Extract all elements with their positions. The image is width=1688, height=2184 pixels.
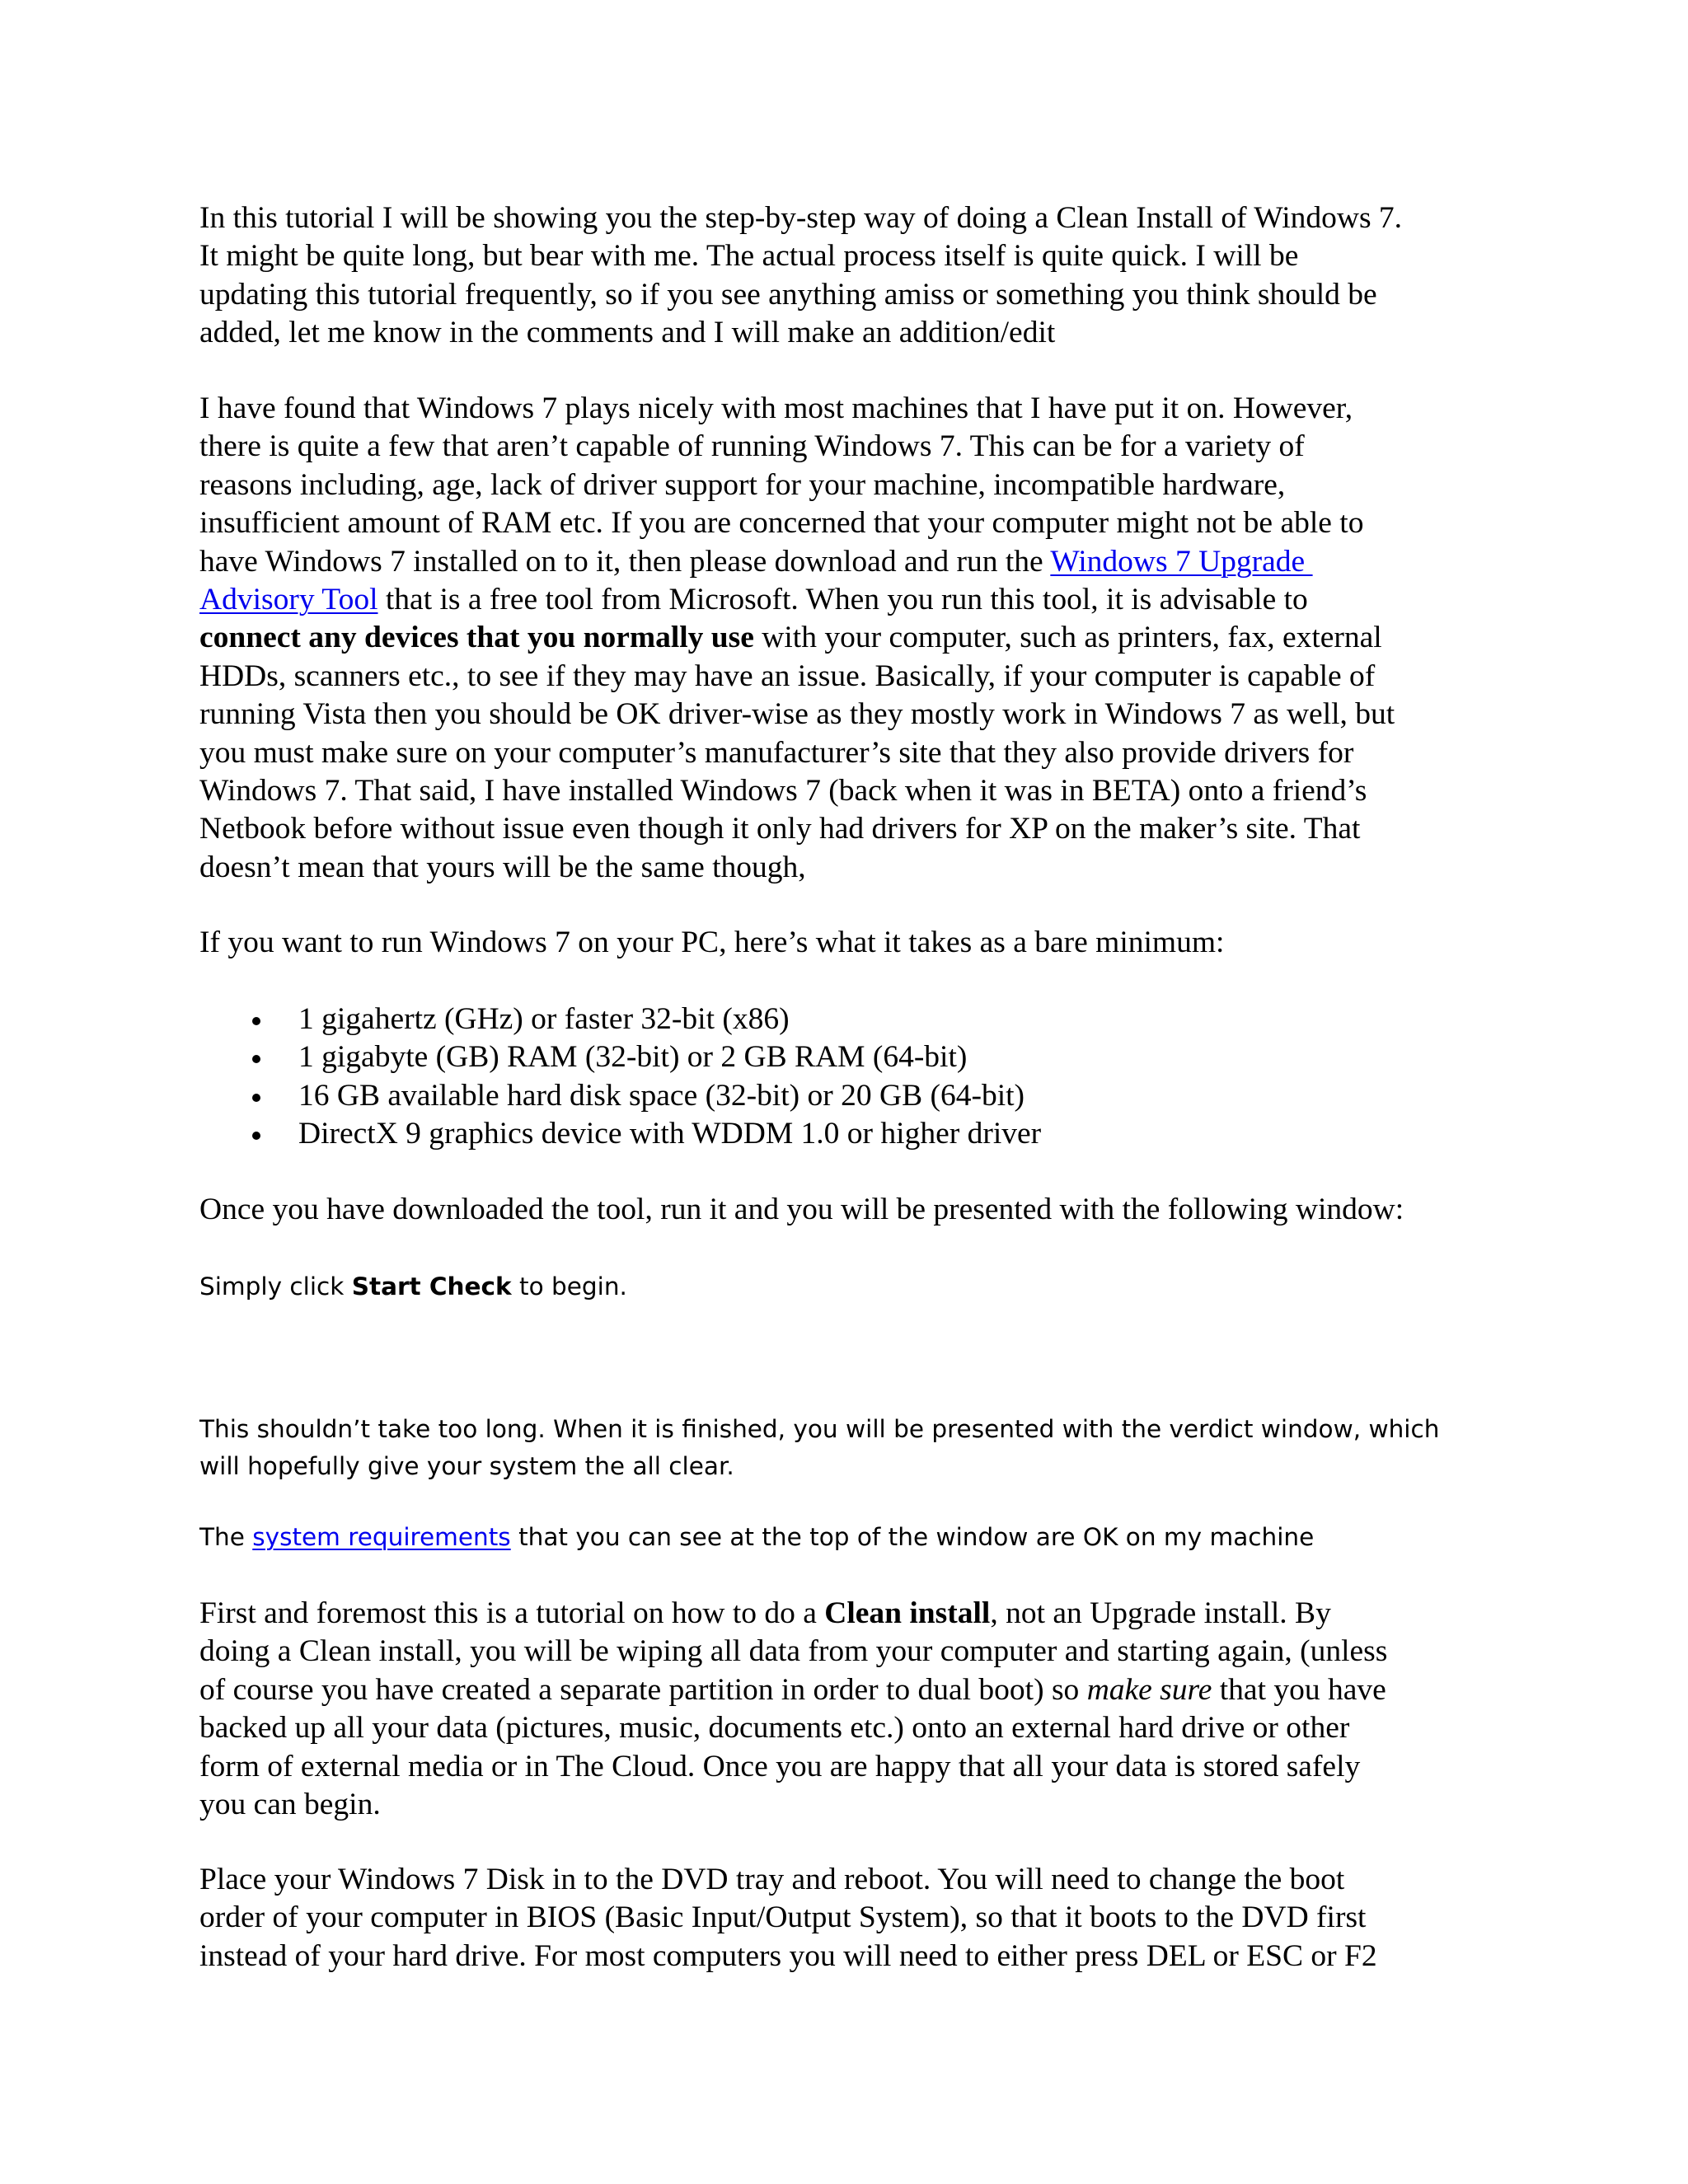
list-item — [199, 1001, 1518, 1038]
verdict-paragraph — [199, 1411, 1518, 1485]
text-line: It might be quite long, but bear with me. The actual process itself is quite quick. I will be — [199, 239, 1299, 274]
text-segment: with your computer, such as printers, fax, external — [753, 621, 1382, 655]
text-segment: The — [199, 1523, 253, 1551]
text-line — [199, 619, 1518, 657]
text-line: added, let me know in the comments and I will make an addition/edit — [199, 316, 1056, 350]
text-line: Place your Windows 7 Disk in to the DVD tray and reboot. You will need to change the boot — [199, 1863, 1345, 1896]
list-item-text: DirectX 9 graphics device with WDDM 1.0 or higher driver — [298, 1117, 1042, 1151]
requirements-list — [199, 1001, 1518, 1154]
bold-text: connect any devices that you normally use — [199, 621, 754, 655]
text-line: Windows 7. That said, I have installed Windows 7 (back when it was in BETA) onto a friend’s — [199, 774, 1367, 808]
italic-text: make sure — [1086, 1672, 1212, 1707]
text-line — [199, 1268, 1518, 1305]
boot-order-paragraph — [199, 1861, 1518, 1975]
text-segment: have Windows 7 installed on to it, then please download and run the — [199, 544, 1051, 579]
text-line: doing a Clean install, you will be wiping all data from your computer and starting again, (unless — [199, 1634, 1388, 1669]
text-segment: that you have — [1212, 1672, 1386, 1707]
list-item-text: 16 GB available hard disk space (32-bit) or 20 GB (64-bit) — [298, 1078, 1025, 1113]
text-segment: , not an Upgrade install. By — [990, 1596, 1331, 1630]
text-segment: that is a free tool from Microsoft. When you run this tool, it is advisable to — [377, 583, 1308, 617]
text-segment: that you can see at the top of the window are OK on my machine — [510, 1523, 1315, 1551]
text-line: Once you have downloaded the tool, run it and you will be presented with the following window: — [199, 1193, 1404, 1226]
text-line: order of your computer in BIOS (Basic Input/Output System), so that it boots to the DVD first — [199, 1900, 1367, 1935]
text-line — [199, 1671, 1518, 1709]
text-line: doesn’t mean that yours will be the same though, — [199, 850, 806, 884]
text-segment: First and foremost this is a tutorial on how to do a — [199, 1596, 825, 1630]
tool-run-paragraph — [199, 1191, 1518, 1229]
text-line: will hopefully give your system the all clear. — [199, 1452, 734, 1480]
system-requirements-paragraph — [199, 1519, 1518, 1556]
text-segment: of course you have created a separate partition in order to dual boot) so — [199, 1672, 1087, 1707]
list-item-text: 1 gigabyte (GB) RAM (32-bit) or 2 GB RAM (64-bit) — [298, 1040, 968, 1075]
system-requirements-link[interactable]: system requirements — [252, 1523, 511, 1551]
bold-text: Start Check — [351, 1272, 512, 1301]
bullet-icon — [252, 1017, 260, 1025]
text-line: there is quite a few that aren’t capable of running Windows 7. This can be for a variety of — [199, 429, 1305, 464]
text-line: you must make sure on your computer’s manufacturer’s site that they also provide drivers for — [199, 735, 1354, 770]
list-item — [199, 1038, 1518, 1076]
text-line — [199, 581, 1518, 619]
text-line: running Vista then you should be OK driver-wise as they mostly work in Windows 7 as well, but — [199, 697, 1395, 732]
clean-install-paragraph — [199, 1595, 1518, 1824]
start-check-paragraph — [199, 1268, 1518, 1305]
text-line — [199, 1595, 1518, 1633]
text-segment: Simply click — [199, 1272, 352, 1301]
compatibility-paragraph — [199, 390, 1518, 887]
text-line: Netbook before without issue even though it only had drivers for XP on the maker’s site. That — [199, 812, 1361, 846]
bullet-icon — [252, 1094, 260, 1102]
text-line: This shouldn’t take too long. When it is finished, you will be presented with the verdict window, which — [199, 1415, 1440, 1443]
bold-text: Clean install — [824, 1596, 991, 1630]
text-line: insufficient amount of RAM etc. If you are concerned that your computer might not be able to — [199, 506, 1364, 541]
text-line: reasons including, age, lack of driver support for your machine, incompatible hardware, — [199, 467, 1286, 502]
upgrade-advisor-link-continued[interactable]: Advisory Tool — [199, 583, 378, 617]
text-line: HDDs, scanners etc., to see if they may have an issue. Basically, if your computer is capable of — [199, 658, 1376, 693]
text-line: instead of your hard drive. For most computers you will need to either press DEL or ESC or F2 — [199, 1938, 1377, 1973]
text-segment: to begin. — [511, 1272, 627, 1301]
text-line: In this tutorial I will be showing you the step-by-step way of doing a Clean Install of Windows 7. — [199, 201, 1403, 235]
text-line — [199, 543, 1518, 581]
intro-paragraph — [199, 199, 1518, 353]
bullet-icon — [252, 1132, 260, 1140]
list-item-text: 1 gigahertz (GHz) or faster 32-bit (x86) — [298, 1002, 790, 1036]
text-line: form of external media or in The Cloud. Once you are happy that all your data is stored safely — [199, 1749, 1361, 1783]
bullet-icon — [252, 1055, 260, 1063]
text-line: If you want to run Windows 7 on your PC, here’s what it takes as a bare minimum: — [199, 926, 1225, 959]
text-line: backed up all your data (pictures, music, documents etc.) onto an external hard drive or other — [199, 1711, 1350, 1746]
text-line: I have found that Windows 7 plays nicely with most machines that I have put it on. However, — [199, 391, 1353, 425]
upgrade-advisor-link[interactable]: Windows 7 Upgrade — [1050, 544, 1313, 579]
text-line: updating this tutorial frequently, so if you see anything amiss or something you think should be — [199, 277, 1377, 312]
text-line — [199, 1519, 1518, 1556]
requirements-intro — [199, 924, 1518, 962]
list-item — [199, 1077, 1518, 1115]
list-item — [199, 1115, 1518, 1153]
text-line: you can begin. — [199, 1788, 381, 1822]
